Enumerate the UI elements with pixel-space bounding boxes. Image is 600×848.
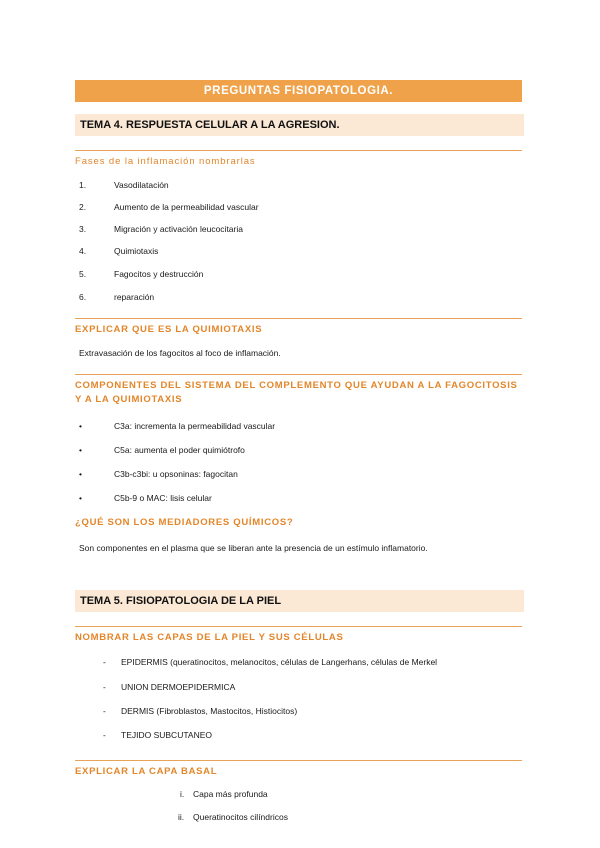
complemento-heading-line2: Y A LA QUIMIOTAXIS (75, 394, 183, 405)
list-number: 2. (79, 202, 87, 212)
bullet-icon: • (79, 493, 82, 503)
list-text: Capa más profunda (193, 789, 268, 799)
mediadores-heading: ¿QUÉ SON LOS MEDIADORES QUÍMICOS? (75, 517, 294, 528)
dash-icon: - (103, 730, 106, 740)
bullet-icon: • (79, 421, 82, 431)
list-text: EPIDERMIS (queratinocitos, melanocitos, células de Langerhans, células de Merkel (121, 657, 438, 667)
quimiotaxis-answer: Extravasación de los fagocitos al foco de inflamación. (79, 348, 281, 358)
list-text: C5a: aumenta el poder quimiótrofo (114, 445, 245, 455)
capas-heading: NOMBRAR LAS CAPAS DE LA PIEL Y SUS CÉLULAS (75, 626, 522, 645)
basal-heading: EXPLICAR LA CAPA BASAL (75, 760, 522, 779)
dash-icon: - (103, 657, 106, 667)
list-text: Aumento de la permeabilidad vascular (114, 202, 259, 212)
list-number: 6. (79, 292, 87, 302)
list-text: Queratinocitos cilíndricos (193, 812, 288, 822)
dash-icon: - (103, 682, 106, 692)
list-number: ii. (178, 812, 185, 822)
list-text: Vasodilatación (114, 180, 169, 190)
list-text: C5b-9 o MAC: lisis celular (114, 493, 212, 503)
bullet-icon: • (79, 445, 82, 455)
complemento-heading (75, 374, 522, 407)
list-number: 4. (79, 246, 87, 256)
list-number: 3. (79, 224, 87, 234)
document-title: PREGUNTAS FISIOPATOLOGIA. (75, 80, 522, 102)
list-number: i. (180, 789, 185, 799)
mediadores-answer: Son componentes en el plasma que se liberan ante la presencia de un estímulo inflamatorio. (79, 543, 428, 553)
list-text: Quimiotaxis (114, 246, 159, 256)
list-text: reparación (114, 292, 155, 302)
tema4-title: TEMA 4. RESPUESTA CELULAR A LA AGRESION. (75, 114, 524, 136)
bullet-icon: • (79, 469, 82, 479)
list-text: UNION DERMOEPIDERMICA (121, 682, 236, 692)
list-text: C3a: incrementa la permeabilidad vascular (114, 421, 276, 431)
fases-heading: Fases de la inflamación nombrarlas (75, 150, 522, 169)
list-text: TEJIDO SUBCUTANEO (121, 730, 212, 740)
tema5-title: TEMA 5. FISIOPATOLOGIA DE LA PIEL (75, 590, 524, 612)
list-number: 1. (79, 180, 87, 190)
quimiotaxis-heading: EXPLICAR QUE ES LA QUIMIOTAXIS (75, 318, 522, 337)
complemento-heading-line1: COMPONENTES DEL SISTEMA DEL COMPLEMENTO QUE AYUDAN A LA FAGOCITOSIS (75, 380, 518, 391)
dash-icon: - (103, 706, 106, 716)
list-text: Migración y activación leucocitaria (114, 224, 243, 234)
list-number: 5. (79, 269, 87, 279)
list-text: Fagocitos y destrucción (114, 269, 204, 279)
list-text: C3b-c3bi: u opsoninas: fagocitan (114, 469, 238, 479)
list-text: DERMIS (Fibroblastos, Mastocitos, Histiocitos) (121, 706, 298, 716)
